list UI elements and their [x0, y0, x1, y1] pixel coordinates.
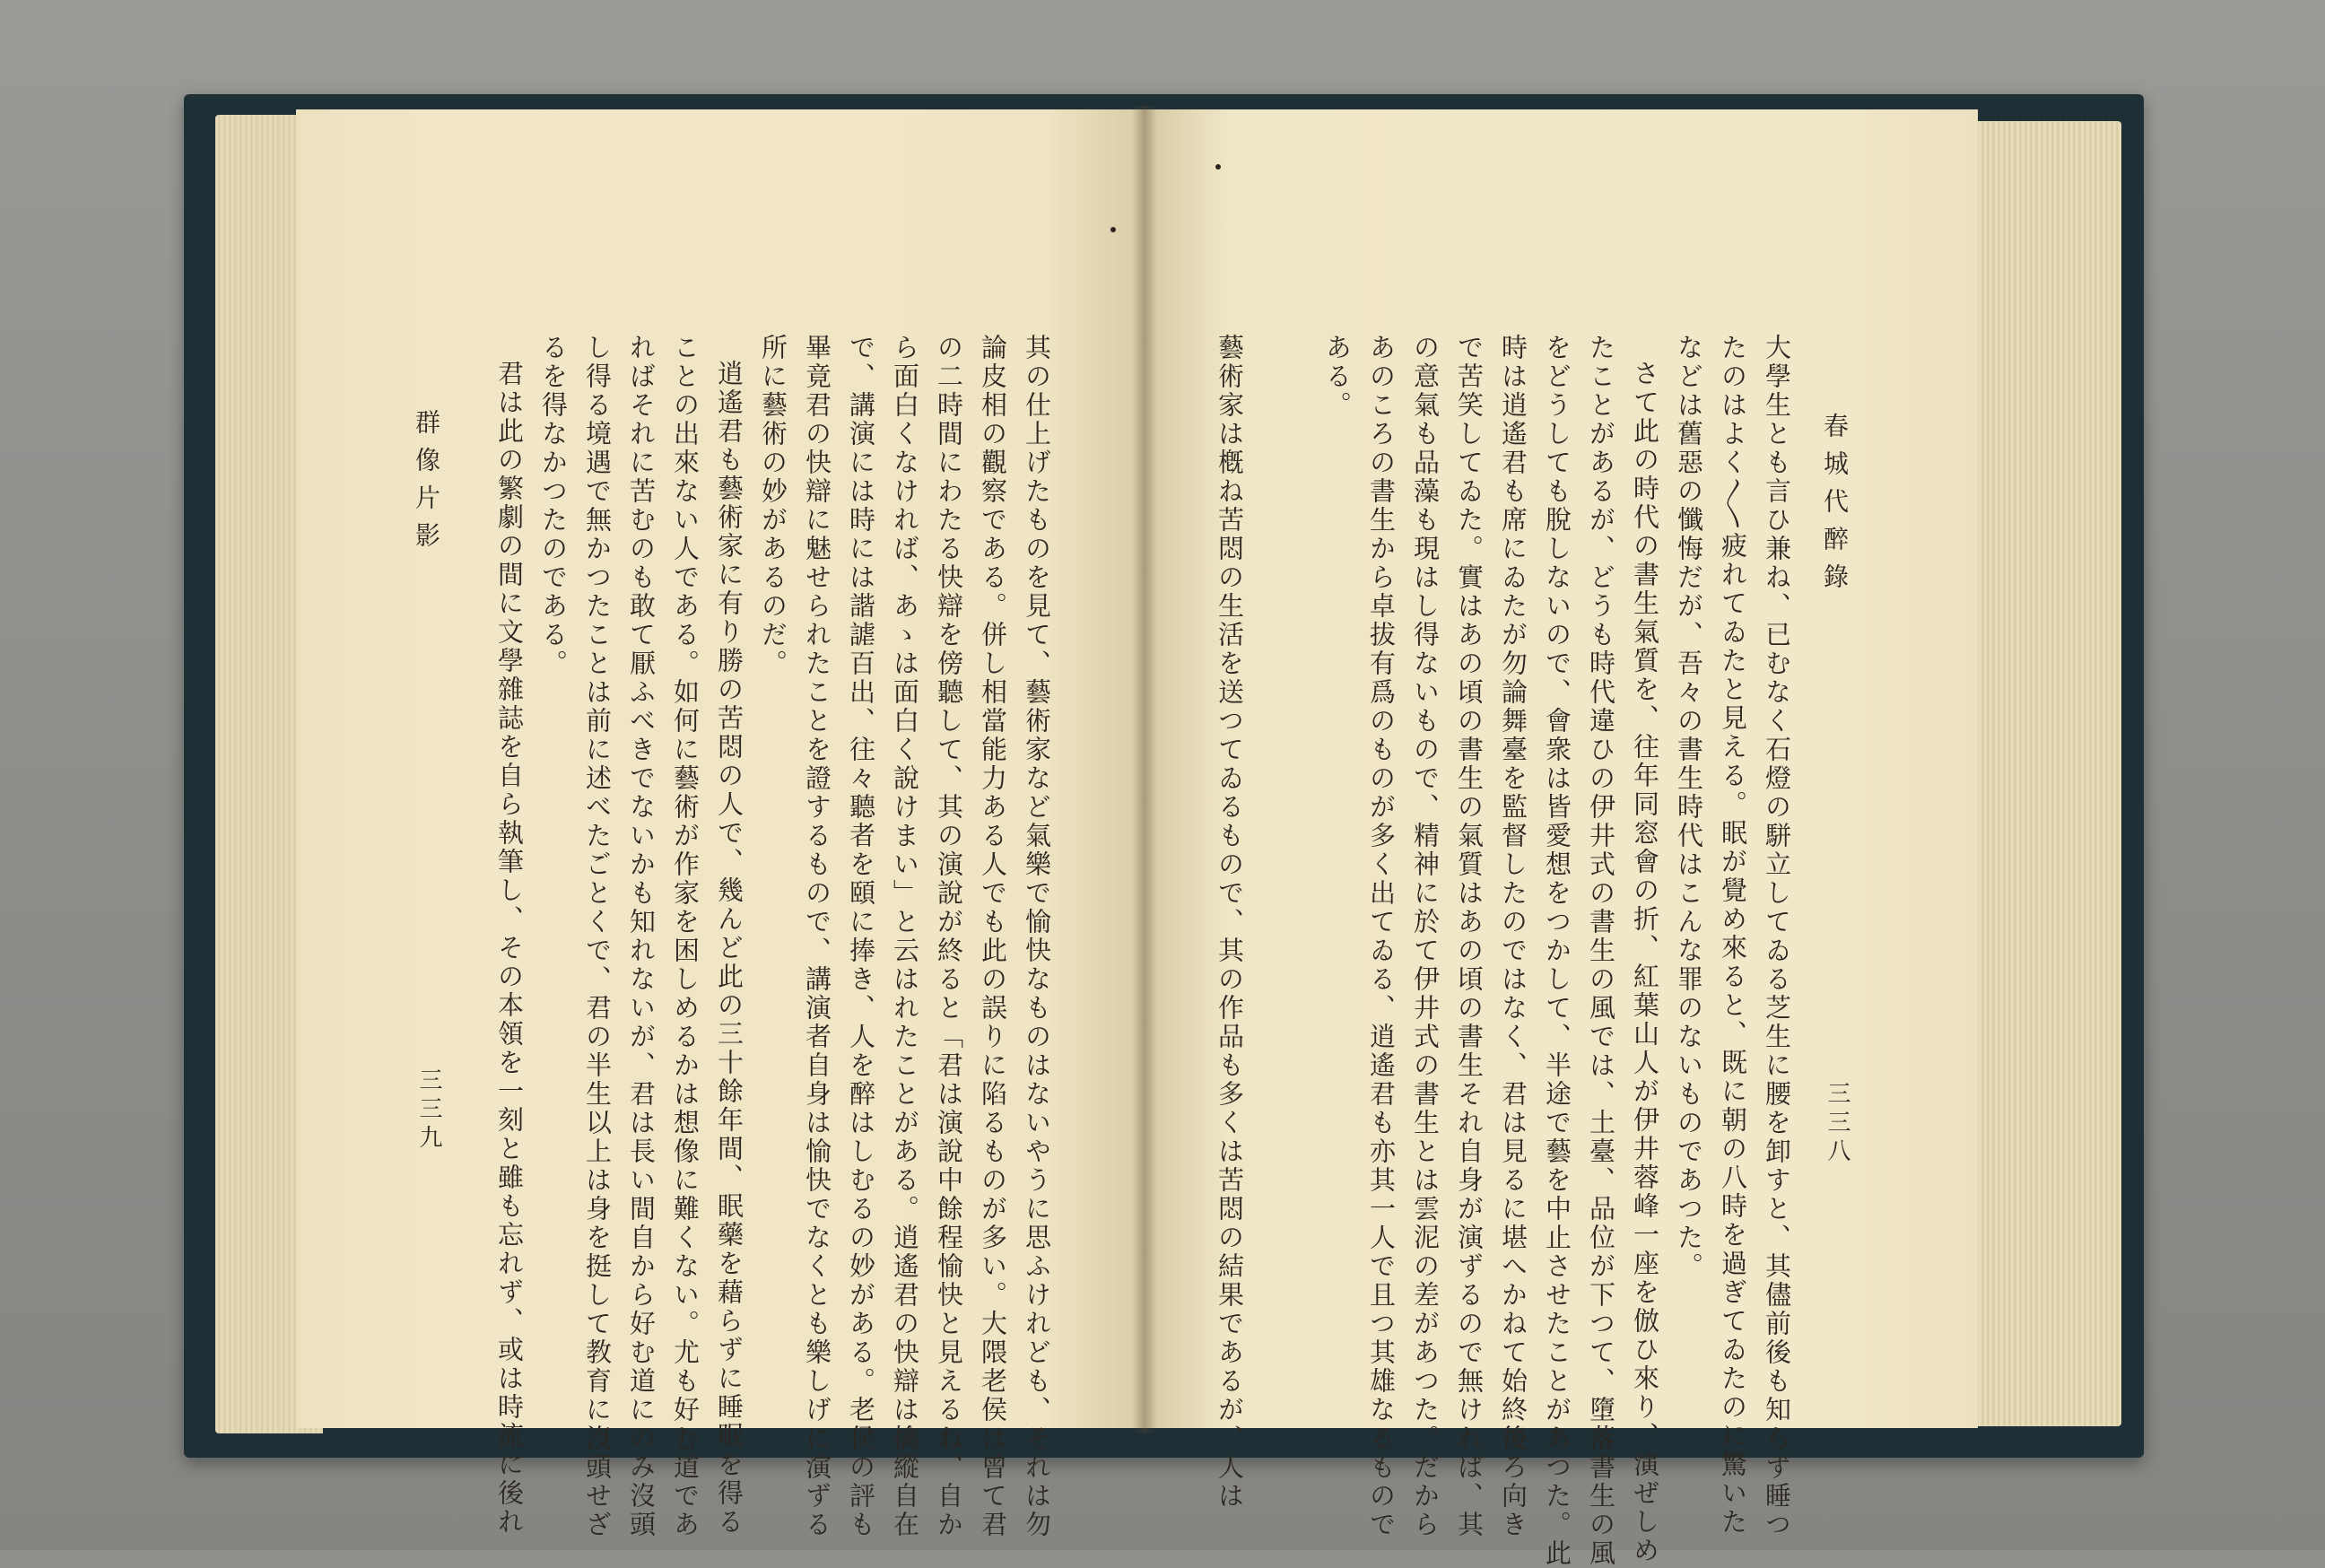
text-line: 藝術家は槪ね苦悶の生活を送つてゐるもので、其の作品も多くは苦悶の結果であるが、人は [1215, 334, 1245, 1511]
text-line: 大學生とも言ひ兼ね、已むなく石燈の駢立してゐる芝生に腰を卸すと、其儘前後も知らず睡つ [1762, 334, 1792, 1539]
text-line: 時は逍遙君も席にゐたが勿論舞臺を監督したのではなく、君は見るに堪へかねて始終後ろ向き [1498, 334, 1528, 1539]
text-line: 畢竟君の快辯に魅せられたことを證するもので、講演者自身は愉快でなくとも樂しげに演ずる [802, 334, 832, 1539]
text-line: で苦笑してゐた。實はあの頃の書生の氣質はあの頃の書生それ自身が演ずるので無ければ、其 [1454, 334, 1485, 1539]
page-edges-right [1973, 121, 2121, 1426]
text-line: で、講演には時には諧謔百出、往々聽者を頤に捧き、人を醉はしむるの妙がある。老侯の評も [846, 334, 876, 1539]
text-line: 其の仕上げたものを見て、藝術家など氣樂で愉快なものはないやうに思ふけれども、それは勿 [1022, 334, 1052, 1539]
text-line: ればそれに苦むのも敢て厭ふべきでないかも知れないが、君は長い間自から好む道にのみ沒頭 [626, 334, 657, 1539]
page-number-left: 三三九 [415, 1067, 442, 1154]
text-line: 君は此の繁劇の間に文學雜誌を自ら執筆し、その本領を一刻と雖も忘れず、或は時流に後れ [494, 360, 525, 1537]
running-title-right: 春城代醉錄 [1820, 413, 1850, 601]
text-line: の二時間にわたる快辯を傍聽して、其の演說が終ると「君は演說中餘程愉快と見えるね、自か [934, 334, 964, 1539]
book-gutter [1132, 106, 1157, 1433]
text-line: 論皮相の觀察である。併し相當能力ある人でも此の誤りに陷るものが多い。大隈老侯は曾て君 [978, 334, 1008, 1539]
text-line: るを得なかつたのである。 [538, 334, 569, 678]
left-page-body [377, 334, 1058, 1539]
text-line: の意氣も品藻も現はし得ないもので、精神に於て伊井式の書生とは雲泥の差があつた。だから [1410, 334, 1441, 1539]
text-line: ある。 [1322, 334, 1353, 420]
page-number-right: 三三八 [1824, 1081, 1850, 1167]
text-line: ら面白くなければ、あゝは面白く說けまい」と云はれたことがある。逍遙君の快辯は擒縱自在 [890, 334, 920, 1539]
text-line: たことがあるが、どうも時代違ひの伊井式の書生の風では、土臺、品位が下つて、墮落書生の風 [1586, 334, 1616, 1568]
ink-speck [1110, 227, 1116, 232]
right-page-last-line [1197, 334, 1251, 1511]
text-line: たのはよく〳〵疲れてゐたと見える。眠が覺め來ると、既に朝の八時を過ぎてゐたのに驚いた [1718, 334, 1748, 1537]
text-line: などは舊惡の懺悔だが、吾々の書生時代はこんな罪のないものであつた。 [1674, 334, 1704, 1281]
text-line: し得る境遇で無かつたことは前に述べたごとくで、君の半生以上は身を挺して教育に沒頭せざ [582, 334, 613, 1539]
text-line: をどうしても脫しないので、會衆は皆愛想をつかして、半途で藝を中止させたことがあつた。此 [1542, 334, 1572, 1568]
text-line: さて此の時代の書生氣質を、往年同窓會の折、紅葉山人が伊井蓉峰一座を倣ひ來り、演ぜしめ [1630, 360, 1660, 1565]
right-page-body [1301, 334, 1798, 1568]
ink-speck [1215, 164, 1221, 170]
text-line: 逍遙君も藝術家に有り勝の苦悶の人で、幾んど此の三十餘年間、眠藥を藉らずに睡眠を得る [714, 360, 745, 1537]
text-line: 所に藝術の妙があるのだ。 [758, 334, 788, 678]
text-line: ことの出來ない人である。如何に藝術が作家を困しめるかは想像に難くない。尤も好む道であ [670, 334, 701, 1539]
text-line: あのころの書生から卓拔有爲のものが多く出てゐる、逍遙君も亦其一人で且つ其雄なるもので [1366, 334, 1397, 1539]
running-title-left: 群像片影 [412, 409, 441, 560]
